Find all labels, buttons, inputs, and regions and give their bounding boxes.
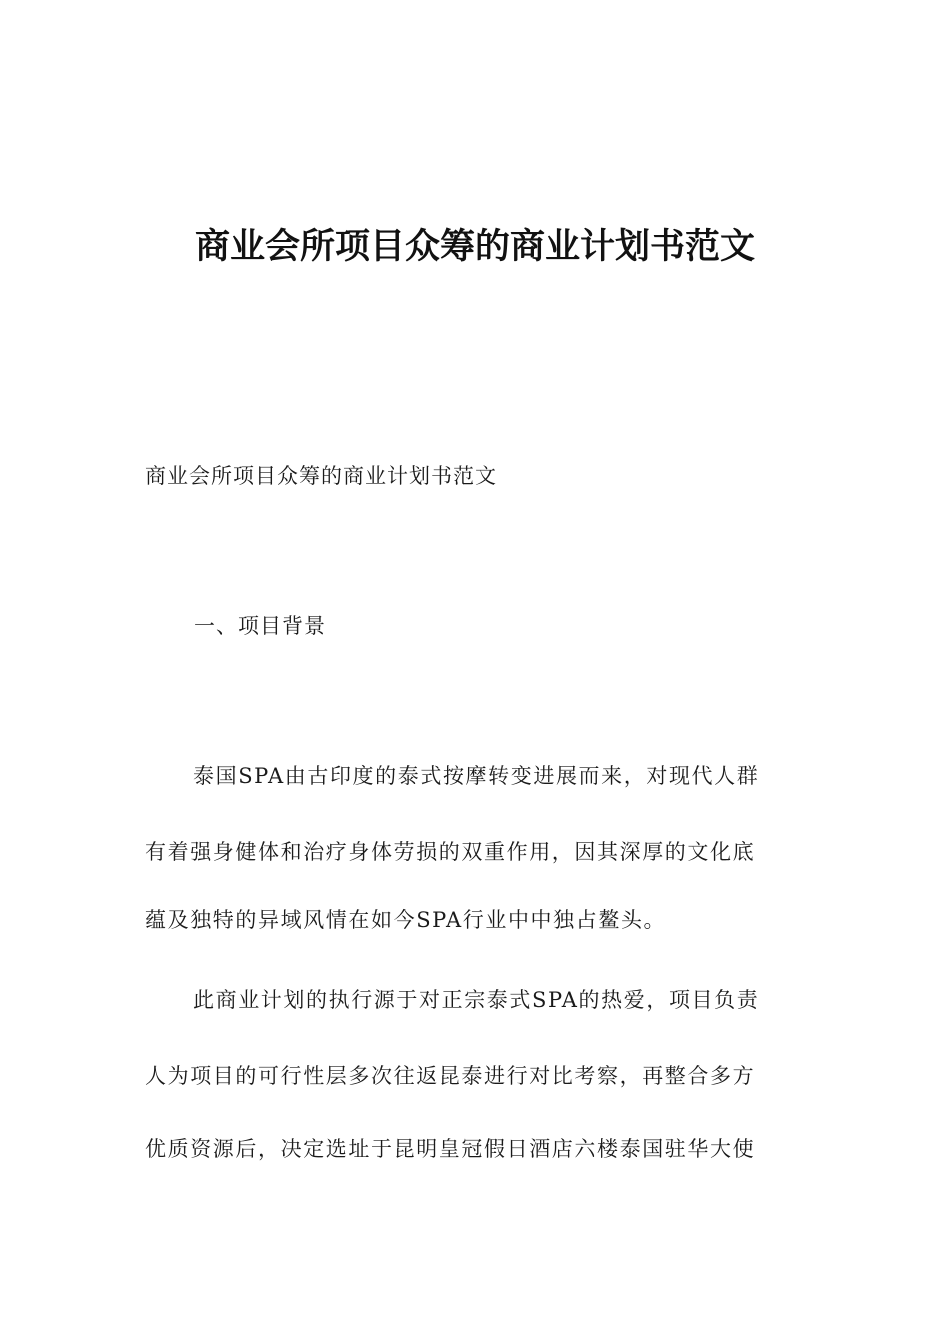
paragraph-1-line-3: 蕴及独特的异域风情在如今SPA行业中中独占鳌头。 [145,908,667,932]
paragraph-1-line-1: 泰国SPA由古印度的泰式按摩转变进展而来，对现代人群 [193,764,760,788]
paragraph-2-line-2: 人为项目的可行性层多次往返昆泰进行对比考察，再整合多方 [145,1064,756,1088]
paragraph-2-line-1: 此商业计划的执行源于对正宗泰式SPA的热爱，项目负责 [193,988,760,1012]
paragraph-2-line-3: 优质资源后，决定选址于昆明皇冠假日酒店六楼泰国驻华大使 [145,1137,756,1161]
paragraph-1-line-2: 有着强身健体和治疗身体劳损的双重作用，因其深厚的文化底 [145,840,756,864]
document-subtitle: 商业会所项目众筹的商业计划书范文 [145,464,497,488]
page-title: 商业会所项目众筹的商业计划书范文 [194,227,755,267]
section-heading-project-background: 一、项目背景 [194,614,326,638]
